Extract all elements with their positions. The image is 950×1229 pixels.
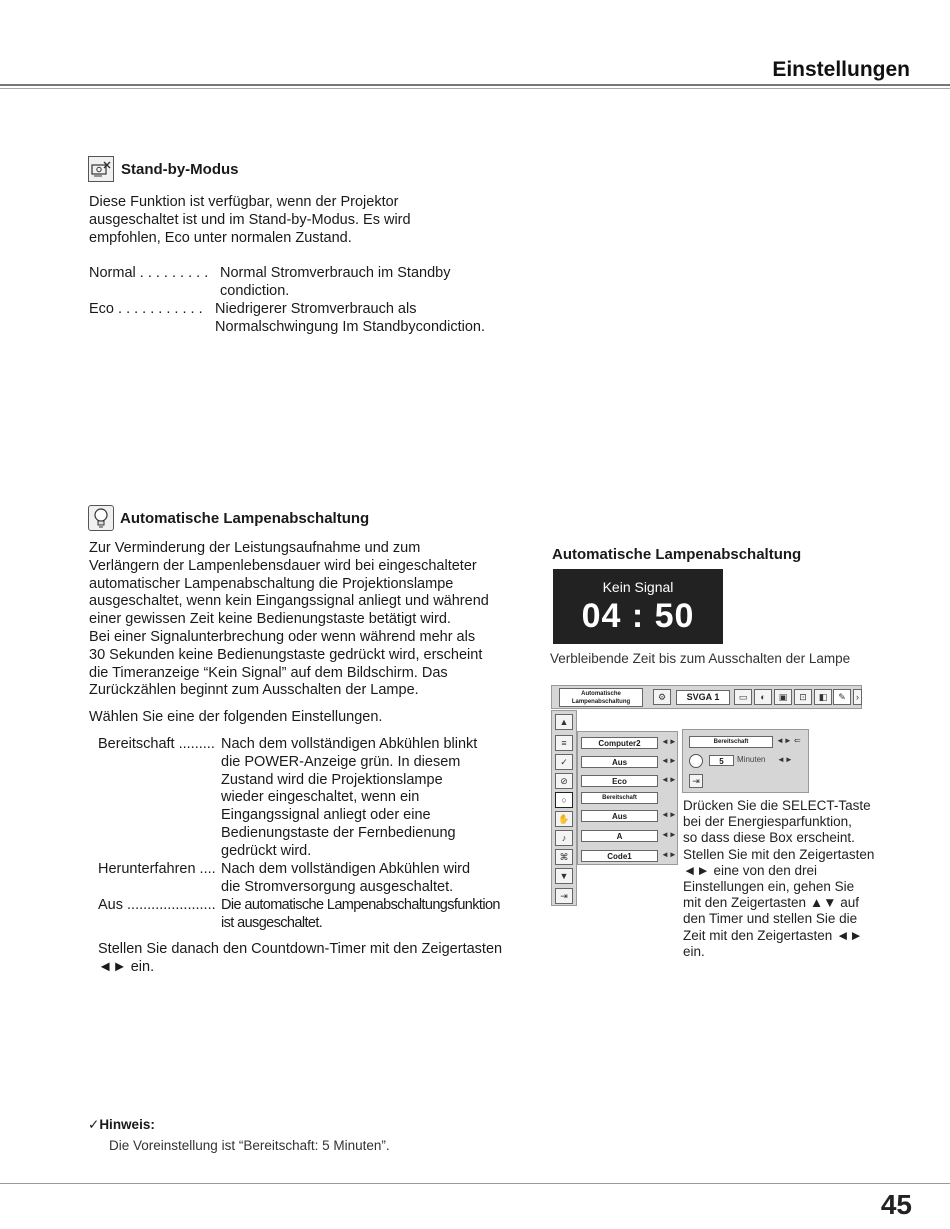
desc-line: Nach dem vollständigen Abkühlen wird	[221, 861, 471, 877]
standby-intro-line: Diese Funktion ist verfügbar, wenn der Projektor	[89, 194, 399, 210]
popup-minute-arrows[interactable]: ◄►	[777, 755, 793, 764]
desc-line: ist ausgeschaltet.	[221, 914, 323, 931]
menu-pen-icon[interactable]: ✎	[833, 689, 851, 705]
menu-item-arrows[interactable]: ◄►	[661, 850, 677, 859]
desc-line: Nach dem vollständigen Abkühlen blinkt	[221, 736, 478, 752]
desc-line: gedrückt wird.	[221, 842, 312, 859]
lamp-intro-line: Zur Verminderung der Leistungsaufnahme und zum	[89, 540, 421, 556]
desc-line: Normal Stromverbrauch im Standby	[220, 265, 451, 281]
standby-option-eco-desc	[215, 301, 535, 337]
kein-signal-display	[553, 569, 723, 644]
instruction-line: so dass diese Box erscheint.	[683, 830, 855, 846]
menu-list-panel	[577, 731, 678, 865]
menu-source-icon[interactable]: ≡	[555, 735, 573, 751]
panel-title: Automatische Lampenabschaltung	[552, 546, 802, 563]
popup-mode-value[interactable]: Bereitschaft	[689, 736, 773, 748]
lamp-option-herunterfahren-desc	[221, 861, 521, 897]
menu-mode-display: SVGA 1	[676, 690, 730, 705]
menu-top-bar	[551, 685, 862, 709]
menu-wrench-icon[interactable]: ✓	[555, 754, 573, 770]
standby-intro-line: empfohlen, Eco unter normalen Zustand.	[89, 229, 352, 246]
menu-screen-icon[interactable]: ▣	[774, 689, 792, 705]
lamp-intro-line: Verlängern der Lampenlebensdauer wird bei eingeschalteter	[89, 557, 477, 574]
desc-line: Eingangssignal anliegt oder eine	[221, 807, 431, 824]
desc-line: Niedrigerer Stromverbrauch als	[215, 301, 417, 317]
tab-line: Automatische	[581, 691, 621, 697]
note-title-text: Hinweis:	[99, 1117, 155, 1132]
menu-image-icon[interactable]: ▭	[734, 689, 752, 705]
instruction-line: mit den Zeigertasten ▲▼ auf	[683, 895, 860, 911]
desc-line: Bedienungstaste der Fernbedienung	[221, 824, 456, 841]
lamp-intro-line: 30 Sekunden keine Bedienungstaste gedrückt wird, erscheint	[89, 646, 483, 663]
menu-up-icon[interactable]: ▲	[555, 714, 573, 730]
popup-exit-icon[interactable]: ⇥	[689, 774, 703, 788]
timer-clock-icon	[689, 754, 703, 768]
instruction-line: den Timer und stellen Sie die	[683, 911, 858, 927]
menu-more-icon[interactable]: ›	[853, 689, 862, 705]
instruction-line: Drücken Sie die SELECT-Taste	[683, 798, 871, 813]
menu-item-a[interactable]: A	[581, 830, 658, 842]
after-line: Stellen Sie danach den Countdown-Timer mit den Zeigertasten	[98, 941, 503, 957]
lamp-intro	[89, 540, 519, 700]
menu-side-bar	[551, 710, 577, 906]
lamp-intro-line: automatischer Lampenabschaltung die Projektionslampe	[89, 575, 454, 592]
lamp-option-herunterfahren-term: Herunterfahren ....	[98, 861, 216, 877]
desc-line: die POWER-Anzeige grün. In diesem	[221, 753, 461, 770]
signal-label: Kein Signal	[602, 579, 674, 595]
lamp-option-bereitschaft-desc	[221, 736, 521, 861]
page-header-title: Einstellungen	[772, 58, 910, 81]
standby-intro	[89, 194, 509, 247]
note-title	[88, 1117, 155, 1133]
note-text: Die Voreinstellung ist “Bereitschaft: 5 Minuten”.	[109, 1138, 390, 1153]
menu-hand-icon[interactable]: ✋	[555, 811, 573, 827]
instruction-line: Stellen Sie mit den Zeigertasten	[683, 846, 875, 862]
menu-setting-icon[interactable]: ◧	[814, 689, 832, 705]
tab-line: Lampenabschaltung	[571, 699, 631, 705]
standby-settings-icon	[88, 156, 114, 182]
menu-item-arrows[interactable]: ◄►	[661, 737, 677, 746]
menu-item-eco[interactable]: Eco	[581, 775, 658, 787]
menu-item-input[interactable]: Computer2	[581, 737, 658, 749]
menu-tab-lamp[interactable]	[559, 688, 643, 707]
standby-option-normal-desc	[220, 265, 520, 301]
popup-minutes-value[interactable]: 5	[709, 755, 734, 766]
timer-caption: Verbleibende Zeit bis zum Ausschalten der Lampe	[550, 651, 851, 666]
desc-line: condiction.	[220, 282, 290, 299]
instruction-line: bei der Energiesparfunktion,	[683, 814, 852, 830]
desc-line: wieder eingeschaltet, wenn ein	[221, 789, 420, 806]
desc-line: die Stromversorgung ausgeschaltet.	[221, 878, 454, 895]
countdown-timer: 04 : 50	[581, 597, 695, 635]
lamp-option-aus-desc	[221, 897, 521, 933]
standby-option-normal-term: Normal . . . . . . . . .	[89, 265, 209, 281]
menu-exit-icon[interactable]: ⇥	[555, 888, 573, 904]
footer-rule	[0, 1183, 950, 1184]
lamp-title: Automatische Lampenabschaltung	[120, 510, 370, 527]
lamp-intro-line: einer gewissen Zeit keine Bedienungstaste betätigt wird.	[89, 611, 451, 628]
menu-input-icon[interactable]: ⊡	[794, 689, 812, 705]
menu-lamp-icon[interactable]: ○	[555, 792, 573, 808]
menu-item-code[interactable]: Code1	[581, 850, 658, 862]
menu-color-icon[interactable]: ◐	[754, 689, 772, 705]
menu-settings-icon[interactable]: ⚙	[653, 689, 671, 705]
lamp-intro-line: die Timeranzeige “Kein Signal” auf dem Bildschirm. Das	[89, 664, 448, 681]
standby-option-eco-term: Eco . . . . . . . . . . .	[89, 301, 203, 317]
lamp-popup-box	[682, 729, 809, 793]
standby-title: Stand-by-Modus	[121, 161, 239, 178]
menu-item-arrows[interactable]: ◄►	[661, 775, 677, 784]
header-rule	[0, 84, 950, 86]
instruction-line: ein.	[683, 943, 705, 959]
lamp-after-text	[98, 941, 518, 977]
instruction-line: Einstellungen ein, gehen Sie	[683, 879, 855, 895]
desc-line: Die automatische Lampenabschaltungsfunktion	[221, 897, 500, 913]
menu-item-aus-2[interactable]: Aus	[581, 810, 658, 822]
menu-power-icon[interactable]: ⊘	[555, 773, 573, 789]
lamp-option-aus-term: Aus ......................	[98, 897, 216, 913]
lamp-intro-line: Bei einer Signalunterbrechung oder wenn während mehr als	[89, 628, 476, 645]
instruction-line: Zeit mit den Zeigertasten ◄►	[683, 927, 863, 943]
desc-line: Normalschwingung Im Standbycondiction.	[215, 318, 485, 335]
desc-line: Zustand wird die Projektionslampe	[221, 771, 443, 788]
menu-instructions	[683, 798, 903, 960]
menu-down-icon[interactable]: ▼	[555, 868, 573, 884]
popup-arrows[interactable]: ◄► ⇐	[776, 736, 801, 745]
menu-speaker-icon[interactable]: ♪	[555, 830, 573, 846]
popup-minutes-unit: Minuten	[737, 755, 766, 764]
menu-item-arrows[interactable]: ◄►	[661, 756, 677, 765]
menu-item-bereitschaft[interactable]: Bereitschaft	[581, 792, 658, 804]
menu-key-icon[interactable]: ⌘	[555, 849, 573, 865]
checkmark-icon: ✓	[88, 1117, 100, 1132]
lamp-choose-text: Wählen Sie eine der folgenden Einstellungen.	[89, 709, 383, 725]
standby-intro-line: ausgeschaltet ist und im Stand-by-Modus. Es wird	[89, 211, 411, 228]
instruction-line: ◄► eine von den drei	[683, 862, 818, 878]
menu-item-aus[interactable]: Aus	[581, 756, 658, 768]
header-rule-thin	[0, 88, 950, 89]
menu-item-arrows[interactable]: ◄►	[661, 810, 677, 819]
lightbulb-icon	[88, 505, 114, 531]
lamp-intro-line: Zurückzählen beginnt zum Ausschalten der Lampe.	[89, 682, 419, 699]
menu-item-arrows[interactable]: ◄►	[661, 830, 677, 839]
after-line: ◄► ein.	[98, 958, 155, 975]
lamp-intro-line: ausgeschaltet, wenn kein Eingangssignal anliegt und während	[89, 593, 489, 610]
lamp-option-bereitschaft-term: Bereitschaft .........	[98, 736, 215, 752]
page-number: 45	[880, 1189, 912, 1220]
